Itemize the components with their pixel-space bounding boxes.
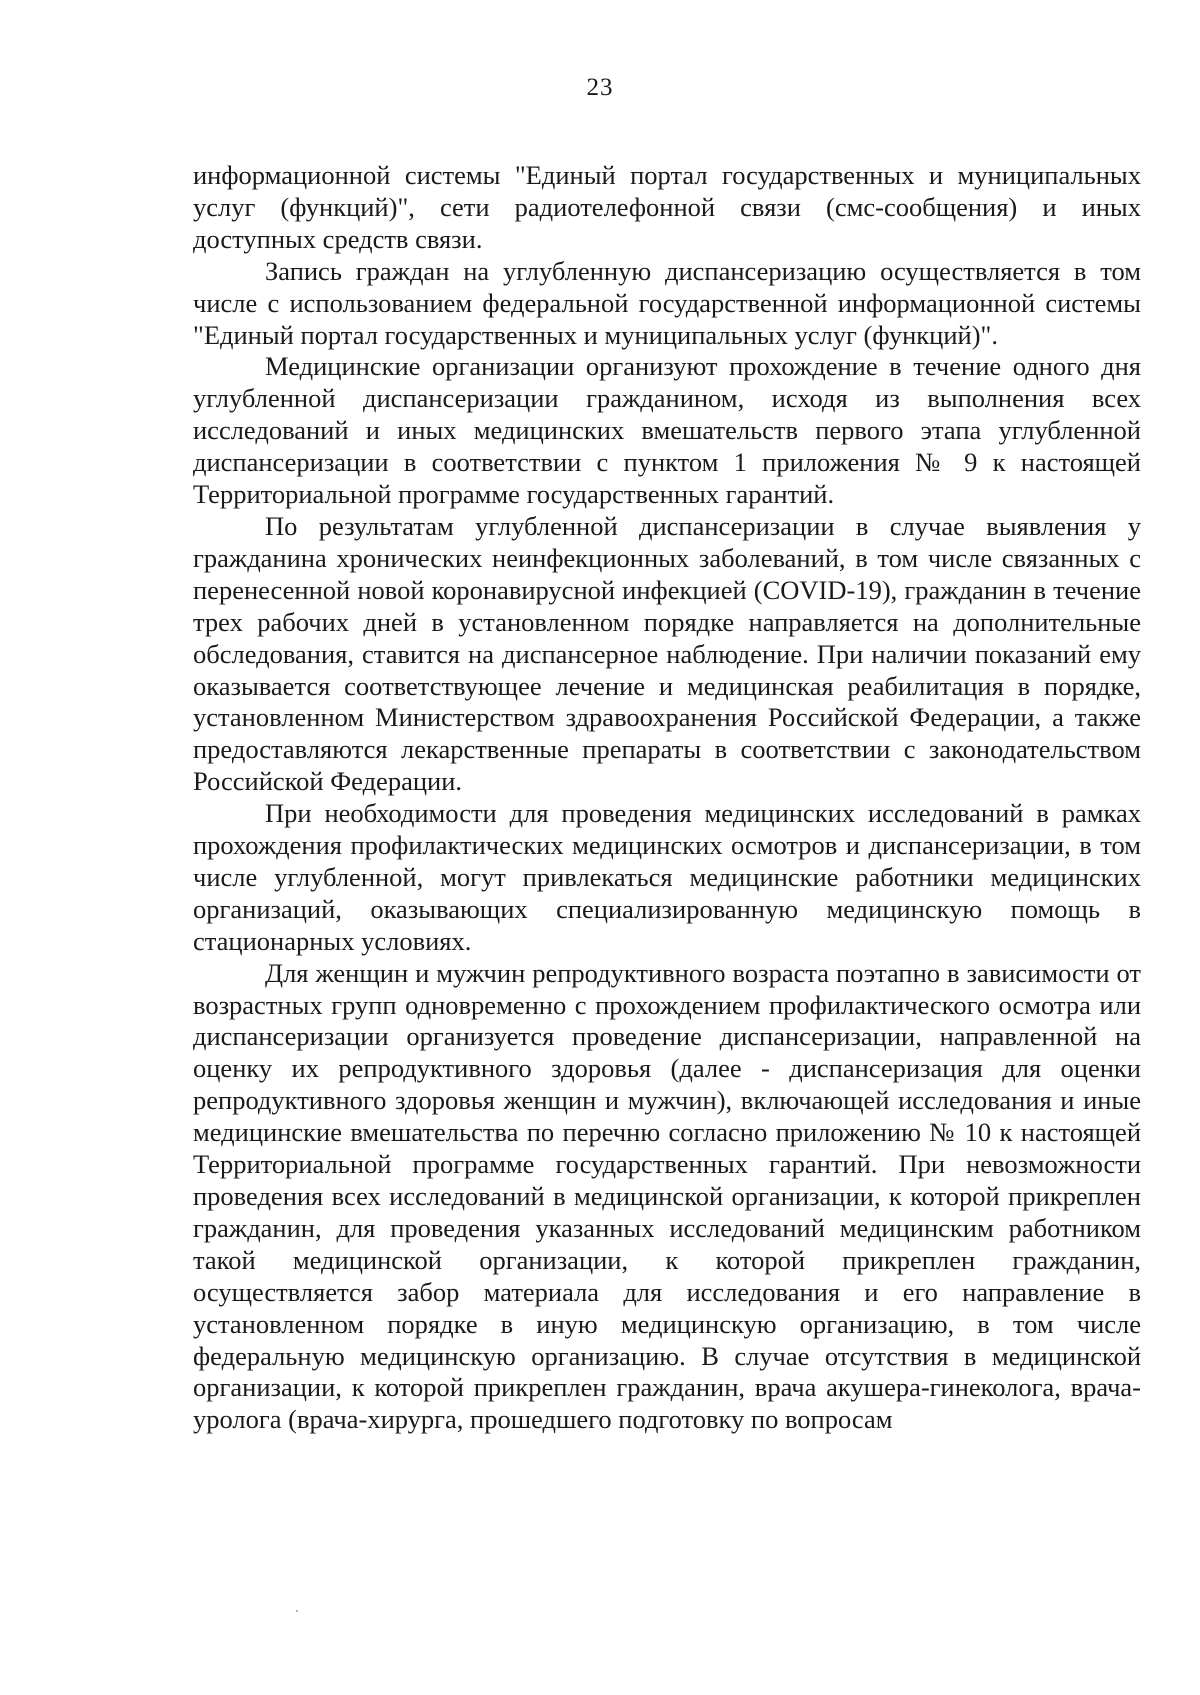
paragraph-4: По результатам углубленной диспансеризации в случае выявления у гражданина хронических неинфекционных заболеваний, в том числе связанных с перенесенной новой коронавирусной инфекцией (COVID-19), гражданин в течение трех рабочих дней в установленном порядке направляется на дополнительные обследования, ставится на диспансерное наблюдение. При наличии показаний ему оказывается соответствующее лечение и медицинская реабилитация в порядке, установленном Министерством здравоохранения Российской Федерации, а также предоставляются лекарственные препараты в соответствии с законодательством Российской Федерации. [193,510,1141,797]
paragraph-1: информационной системы "Единый портал государственных и муниципальных услуг (функций)", сети радиотелефонной связи (смс-сообщения) и иных доступных средств связи. [193,160,1141,254]
document-body [193,160,1141,1436]
paragraph-6: Для женщин и мужчин репродуктивного возраста поэтапно в зависимости от возрастных групп одновременно с прохождением профилактического осмотра или диспансеризации организуется проведение диспансеризации, направленной на оценку их репродуктивного здоровья (далее - диспансеризация для оценки репродуктивного здоровья женщин и мужчин), включающей исследования и иные медицинские вмешательства по перечню согласно приложению № 10 к настоящей Территориальной программе государственных гарантий. При невозможности проведения всех исследований в медицинской организации, к которой прикреплен гражданин, для проведения указанных исследований медицинским работником такой медицинской организации, к которой прикреплен гражданин, осуществляется забор материала для исследования и его направление в установленном порядке в иную медицинскую организацию, в том числе федеральную медицинскую организацию. В случае отсутствия в медицинской организации, к которой прикреплен гражданин, врача акушера-гинеколога, врача-уролога (врача-хирурга, прошедшего подготовку по вопросам [193,957,1141,1435]
paragraph-2: Запись граждан на углубленную диспансеризацию осуществляется в том числе с использованием федеральной государственной информационной системы "Единый портал государственных и муниципальных услуг (функций)". [193,255,1141,350]
paragraph-5: При необходимости для проведения медицинских исследований в рамках прохождения профилактических медицинских осмотров и диспансеризации, в том числе углубленной, могут привлекаться медицинские работники медицинских организаций, оказывающих специализированную медицинскую помощь в стационарных условиях. [193,798,1141,956]
paragraph-3: Медицинские организации организуют прохождение в течение одного дня углубленной диспансеризации гражданином, исходя из выполнения всех исследований и иных медицинских вмешательств первого этапа углубленной диспансеризации в соответствии с пунктом 1 приложения № 9 к настоящей Территориальной программе государственных гарантий. [193,351,1141,510]
page-number: 23 [586,74,614,101]
scan-speck [296,1610,298,1612]
